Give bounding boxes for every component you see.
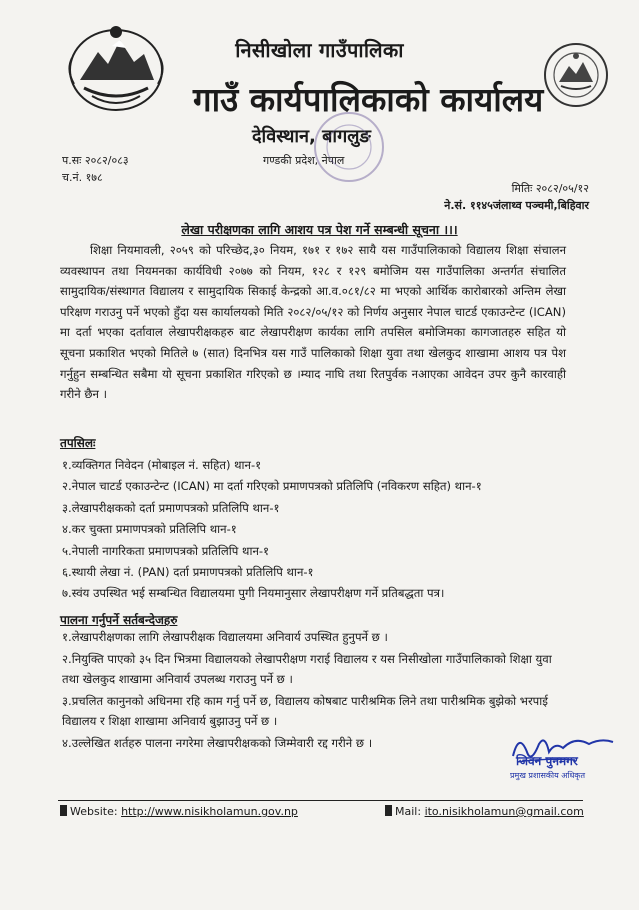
conditions-heading: पालना गर्नुपर्ने सर्तबन्देजहरु	[60, 613, 178, 627]
signatory-title: प्रमुख प्रशासकीय अधिकृत	[510, 771, 586, 780]
details-item: ६.स्थायी लेखा नं. (PAN) दर्ता प्रमाणपत्रको प्रतिलिपि थान-१	[62, 564, 314, 579]
details-item: ४.कर चुक्ता प्रमाणपत्रको प्रतिलिपि थान-१	[62, 522, 237, 537]
letter-date: मितिः २०८२/०५/१२	[511, 182, 589, 195]
condition-item: ३.प्रचलित कानुनको अधिनमा रहि काम गर्नु पर्ने छ, विद्यालय कोषबाट पारीश्रमिक लिने तथा पारीश्रमिक बुझेको भरपाई विद्यालय र शिक्षा शाखामा अनिवार्य बुझाउनु पर्ने छ ।	[62, 693, 548, 729]
mail-label: Mail:	[395, 805, 422, 818]
footer-website	[60, 805, 298, 818]
office-location: देविस्थान, बागलुङ	[252, 126, 371, 147]
footer-divider	[58, 800, 583, 801]
details-list	[62, 455, 568, 605]
conditions-list	[62, 627, 568, 755]
dispatch-number: च.नं. १७८	[62, 171, 103, 184]
office-seal-stamp	[310, 108, 388, 186]
footer-mail	[385, 805, 584, 818]
condition-item: १.लेखापरीक्षणका लागि लेखापरीक्षक विद्यालयमा अनिवार्य उपस्थित हुनुपर्ने छ ।	[62, 630, 388, 644]
details-item: ५.नेपाली नागरिकता प्रमाणपत्रको प्रतिलिपि थान-१	[62, 543, 270, 558]
details-item: ७.स्वंय उपस्थित भई सम्बन्धित विद्यालयमा पुगी नियमानुसार लेखापरीक्षण गर्ने प्रतिबद्धता पत्र।	[62, 586, 445, 601]
website-link[interactable]: http://www.nisikholamun.gov.np	[121, 805, 298, 818]
nepal-samvat-date: ने.सं. ११४५जंलाथ्व पञ्चमी,बिहिवार	[444, 199, 589, 212]
mail-marker-icon	[385, 805, 392, 816]
details-item: १.व्यक्तिगत निवेदन (मोबाइल नं. सहित) थान-१	[62, 458, 262, 472]
details-heading: तपसिलः	[60, 436, 96, 450]
bullet-icon	[60, 805, 67, 816]
details-item: ३.लेखापरीक्षकको दर्ता प्रमाणपत्रको प्रतिलिपि थान-१	[62, 500, 280, 515]
notice-subject-text: लेखा परीक्षणका लागि आशय पत्र पेश गर्ने सम्बन्धी सूचना ।।।	[181, 222, 458, 237]
letter-reference-number: प.सः २०८२/०८३	[62, 154, 129, 167]
municipality-name: निसीखोला गाउँपालिका	[235, 38, 404, 62]
website-label: Website:	[70, 805, 118, 818]
office-province: गण्डकी प्रदेश, नेपाल	[263, 154, 345, 167]
nepal-government-emblem	[62, 18, 170, 118]
mail-link[interactable]: ito.nisikholamun@gmail.com	[424, 805, 584, 818]
notice-subject	[0, 221, 639, 238]
notice-body-paragraph: शिक्षा नियमावली, २०५९ को परिच्छेद,३० नियम, १७१ र १७२ सायै यस गाउँपालिकाको विद्यालय शिक्षा संचालन व्यवस्थापन तथा नियमनका कार्यविधी २०७७ को नियम, १२८ र १२९ बमोजिम यस गाउँपालिका अन्तर्गत संचालित सामुदायिक/संस्थागत विद्यालय र सामुदायिक सिकाई केन्द्रको आ.व.०८१/८२ मा भएको आर्थिक कारोबारको अन्तिम लेखा परिक्षण गराउनु पर्ने भएको हुँदा यस कार्यालयको मिति २०८२/०५/१२ को निर्णय अनुसार नेपाल चाटर्ड एकाउन्टेन्ट (ICAN) मा दर्ता भएका दर्तावाल लेखापरीक्षकहरु बाट लेखापरीक्षण कार्यका लागि तपसिल बमोजिमका कागजातहरु सहित यो सूचना प्रकाशित भएको मितिले ७ (सात) दिनभित्र यस गाउँ पालिकाको शिक्षा युवा तथा खेलकुद शाखामा आशय पत्र पेश गर्नुहुन सम्बन्धित सबैमा यो सूचना प्रकाशित गरिएको छ ।म्याद नाघि तथा रितपुर्वक नआएका आवेदन उपर कुनै कारवाही गरीने छैन ।	[60, 243, 566, 402]
details-item: २.नेपाल चाटर्ड एकाउन्टेन्ट (ICAN) मा दर्ता गरिएको प्रमाणपत्रको प्रतिलिपि (नविकरण सहित) थान-१	[62, 479, 482, 494]
condition-item: २.नियुक्ति पाएको ३५ दिन भित्रमा विद्यालयको लेखापरीक्षण गराई विद्यालय र यस निसीखोला गाउँपालिकाको शिक्षा युवा तथा खेलकुद शाखामा अनिवार्य उपलब्ध गराउनु पर्ने छ ।	[62, 651, 552, 687]
office-title: गाउँ कार्यपालिकाको कार्यालय	[193, 80, 544, 119]
condition-item: ४.उल्लेखित शर्तहरु पालना नगरेमा लेखापरीक्षकको जिम्मेवारी रद्द गरीने छ ।	[62, 735, 373, 750]
signatory-name: जिवन पुनमगर	[516, 754, 578, 768]
